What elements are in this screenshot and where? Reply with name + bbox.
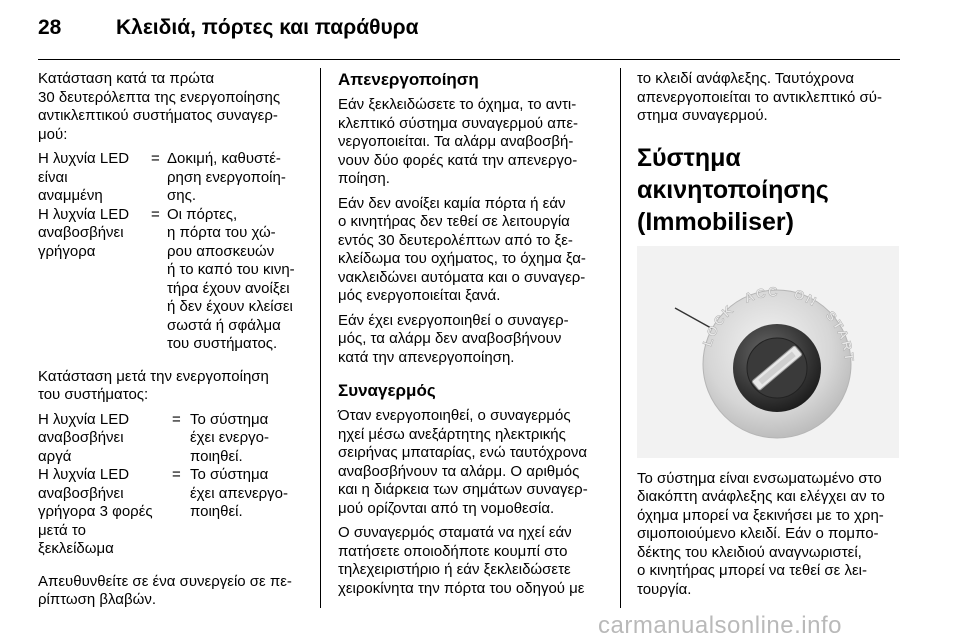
section-heading-alarm: Συναγερμός: [338, 381, 436, 400]
table-row: Η λυχνία LED αναβοσβήνει αργά = Το σύστημα έχει ενεργο- ποιηθεί.: [38, 410, 269, 465]
page-header: [0, 0, 960, 62]
section-heading-immobiliser: Σύστημα ακινητοποίησης (Immobiliser): [637, 143, 829, 236]
paragraph: Το σύστημα είναι ενσωματωμένο στο διακόπτη ανάφλεξης και ελέγχει αν το όχημα μπορεί να ξεκινήσει με το χρη- σιμοποιούμενο κλειδί. Εάν ο πομπο- δέκτης του κλειδιού αναγνωριστεί, ο κινητήρας μπορεί να τεθεί σε λει- τουργία.: [637, 469, 885, 598]
section-heading-deactivation: Απενεργοποίηση: [338, 70, 479, 89]
paragraph: Όταν ενεργοποιηθεί, ο συναγερμός ηχεί μέσω ανεξάρτητης ηλεκτρικής σειρήνας μπαταρίας, ενώ ταυτόχρονα αναβοσβήνουν τα αλάρμ. Ο αριθμός και η διάρκεια των σημάτων συναγερ- μού ορίζονται από τη νομοθεσία.: [338, 407, 588, 517]
intro-paragraph: Κατάσταση κατά τα πρώτα 30 δευτερόλεπτα της ενεργοποίησης αντικλεπτικού συστήματος συναγερ- μού:: [38, 70, 281, 143]
paragraph: Ο συναγερμός σταματά να ηχεί εάν πατήσετε οποιοδήποτε κουμπί στο τηλεχειριστήριο ή εάν ξεκλειδώσετε χειροκίνητα την πόρτα του οδηγού με: [338, 524, 585, 597]
ignition-label-start: START: [823, 307, 858, 363]
paragraph: Εάν έχει ενεργοποιηθεί ο συναγερ- μός, τα αλάρμ δεν αναβοσβήνουν κατά την απενεργοποίηση.: [338, 311, 569, 366]
ignition-label-on: ON: [792, 285, 821, 310]
column-divider-1: [320, 68, 321, 608]
page-number: 28: [38, 16, 62, 39]
ignition-switch-illustration: [637, 246, 899, 458]
column-2: [338, 70, 606, 604]
ignition-label-acc: ACC: [741, 283, 780, 306]
paragraph: Εάν ξεκλειδώσετε το όχημα, το αντι- κλεπτικό σύστημα συναγερμού απε- νεργοποιείται. Τα αλάρμ αναβοσβή- νουν δύο φορές κατά την απενεργο- ποίηση.: [338, 96, 578, 187]
state-after-paragraph: Κατάσταση μετά την ενεργοποίηση του συστήματος:: [38, 367, 269, 403]
table-row: Η λυχνία LED είναι αναμμένη = Δοκιμή, καθυστέ- ρηση ενεργοποίη- σης.: [38, 150, 286, 204]
workshop-note: Απευθυνθείτε σε ένα συνεργείο σε πε- ρίπτωση βλαβών.: [38, 572, 292, 608]
header-rule: [38, 59, 900, 60]
table-row: Η λυχνία LED αναβοσβήνει γρήγορα = Οι πόρτες, η πόρτα του χώ- ρου αποσκευών ή το καπό του κινη- τήρα έχουν ανοίξει ή δεν έχουν κλείσει σωστά ή σφάλμα του συστήματος.: [38, 205, 295, 352]
led-status-table-after: [38, 411, 306, 559]
ignition-switch-icon: [637, 246, 899, 458]
column-1: [38, 70, 306, 616]
column-divider-2: [620, 68, 621, 608]
ignition-label-lock: LOCK: [699, 300, 738, 348]
table-row: Η λυχνία LED αναβοσβήνει γρήγορα 3 φορές μετά το ξεκλείδωμα = Το σύστημα έχει απενεργο- ποιηθεί.: [38, 466, 289, 557]
led-status-table-initial: [38, 150, 306, 354]
column-3: [637, 70, 903, 605]
watermark: carmanualsonline.info: [598, 612, 842, 639]
page-title: Κλειδιά, πόρτες και παράθυρα: [116, 16, 419, 39]
paragraph: Εάν δεν ανοίξει καμία πόρτα ή εάν ο κινητήρας δεν τεθεί σε λειτουργία εντός 30 δευτερολέπτων από το ξε- κλείδωμα του οχήματος, το όχημα ξα- νακλειδώνει αυτόματα και ο συναγερ- μός ενεργοποιείται ξανά.: [338, 194, 586, 304]
paragraph: το κλειδί ανάφλεξης. Ταυτόχρονα απενεργοποιείται το αντικλεπτικό σύ- στημα συναγερμού.: [637, 70, 883, 124]
